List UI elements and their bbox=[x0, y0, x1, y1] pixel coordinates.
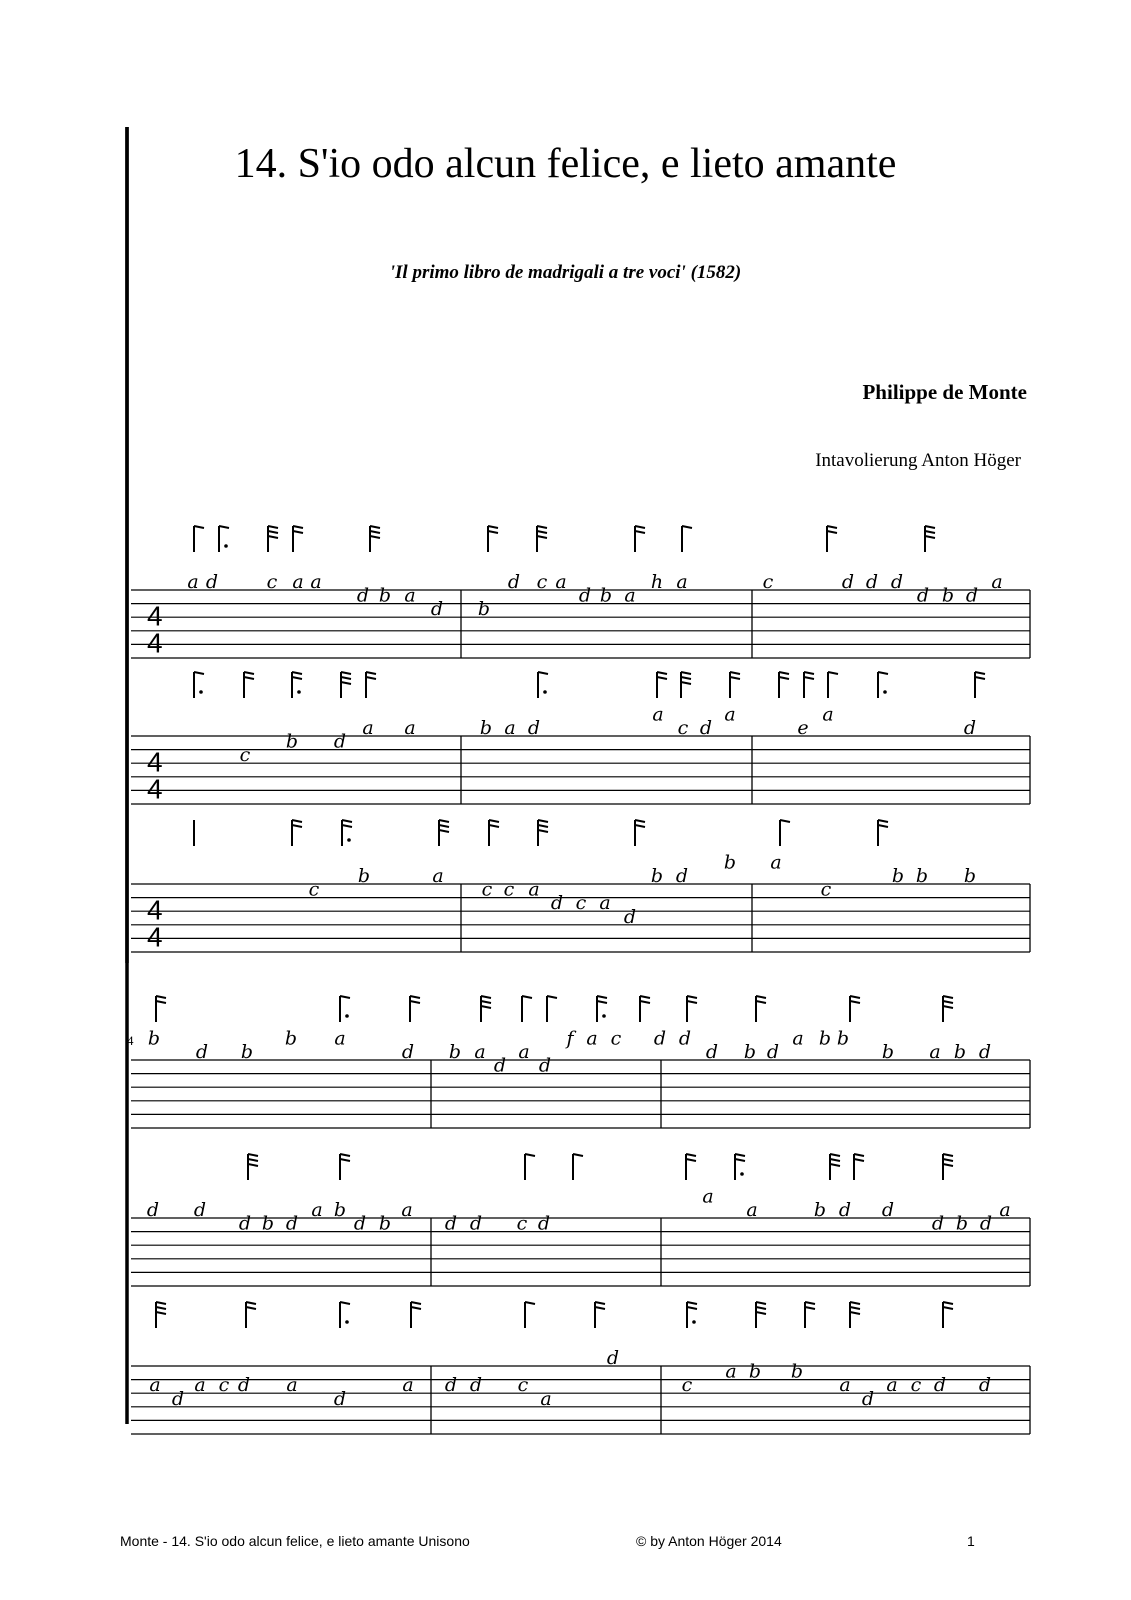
rhythm-flag bbox=[293, 526, 303, 552]
tab-letter: d bbox=[537, 1212, 551, 1235]
tab-letter: d bbox=[550, 892, 564, 915]
rhythm-row bbox=[156, 1302, 953, 1328]
tab-letter: a bbox=[599, 892, 611, 915]
tab-letter: a bbox=[929, 1041, 941, 1063]
tab-letter: a bbox=[404, 717, 416, 739]
tab-letter: b bbox=[477, 598, 491, 621]
tab-letter: b bbox=[285, 730, 299, 753]
tab-letter: a bbox=[555, 571, 567, 593]
time-signature-lower: 4 bbox=[147, 921, 163, 953]
tab-letter: d bbox=[444, 1212, 458, 1235]
tab-letter: a bbox=[311, 1199, 323, 1221]
tab-letter: c bbox=[681, 1374, 693, 1397]
tab-letter: b bbox=[813, 1199, 827, 1221]
tab-letter: a bbox=[999, 1199, 1011, 1221]
tab-letter: a bbox=[991, 571, 1003, 593]
rhythm-flag bbox=[525, 1154, 535, 1180]
tab-letter: c bbox=[677, 717, 689, 739]
rhythm-flag bbox=[595, 1302, 605, 1328]
tab-letter: d bbox=[353, 1212, 367, 1235]
rhythm-flag bbox=[244, 672, 254, 698]
tab-letter: d bbox=[444, 1374, 458, 1397]
rhythm-flag bbox=[943, 996, 953, 1022]
tab-letter: b bbox=[723, 851, 737, 874]
measure-number: 4 bbox=[127, 1033, 134, 1048]
tab-letter: d bbox=[678, 1027, 692, 1050]
rhythm-flag bbox=[779, 672, 789, 698]
tab-letter: c bbox=[218, 1374, 230, 1397]
system-2 bbox=[127, 127, 1030, 1434]
rhythm-flag bbox=[268, 526, 278, 552]
rhythm-row bbox=[194, 672, 985, 698]
tab-letter: a bbox=[528, 878, 540, 901]
tab-letter: d bbox=[238, 1212, 252, 1235]
tab-letter: a bbox=[187, 571, 199, 593]
tab-letter: d bbox=[653, 1027, 667, 1050]
tab-letter: b bbox=[261, 1212, 275, 1235]
tab-letter: c bbox=[503, 878, 515, 901]
composer-name: Philippe de Monte bbox=[862, 380, 1027, 404]
rhythm-flag bbox=[341, 672, 351, 698]
tab-letter: b bbox=[650, 865, 664, 887]
rhythm-flag bbox=[756, 1302, 766, 1328]
tab-letter: d bbox=[285, 1212, 299, 1235]
rhythm-flag bbox=[925, 526, 935, 552]
footer-page-number: 1 bbox=[967, 1533, 975, 1549]
rhythm-flag bbox=[878, 820, 888, 846]
tab-letter: c bbox=[517, 1374, 529, 1397]
tab-letter: a bbox=[540, 1387, 552, 1410]
tab-letter: d bbox=[705, 1041, 719, 1063]
tab-letter: d bbox=[933, 1374, 947, 1397]
tab-letter: b bbox=[963, 865, 977, 887]
tab-letter: d bbox=[507, 571, 521, 593]
rhythm-row bbox=[156, 996, 953, 1022]
tab-letter: b bbox=[479, 717, 493, 739]
tab-letter: d bbox=[356, 584, 370, 607]
tab-letter: d bbox=[963, 717, 977, 739]
tab-letter: a bbox=[839, 1374, 851, 1397]
tab-letter: a bbox=[292, 571, 304, 593]
tab-staff bbox=[131, 526, 1030, 659]
tab-letter: d bbox=[193, 1199, 207, 1221]
rhythm-flag bbox=[681, 672, 691, 698]
rhythm-flag bbox=[682, 526, 692, 552]
tab-letter: a bbox=[792, 1027, 804, 1050]
collection-subtitle: 'Il primo libro de madrigali a tre voci' (1582) bbox=[389, 262, 742, 283]
tab-letter: b bbox=[743, 1041, 757, 1063]
tab-letter: a bbox=[149, 1374, 161, 1397]
rhythm-flag bbox=[481, 996, 491, 1022]
tab-letter: d bbox=[493, 1054, 507, 1077]
tab-letter: d bbox=[766, 1041, 780, 1063]
tab-letter: c bbox=[266, 571, 278, 593]
tab-letter: a bbox=[770, 851, 782, 874]
rhythm-flag bbox=[730, 672, 740, 698]
rhythm-flag bbox=[489, 820, 499, 846]
tab-letter: a bbox=[624, 584, 636, 607]
rhythm-flag bbox=[687, 1302, 697, 1328]
tab-letter: a bbox=[746, 1199, 758, 1221]
tab-letter: b bbox=[284, 1027, 298, 1050]
rhythm-flag bbox=[156, 1302, 166, 1328]
rhythm-flag bbox=[850, 996, 860, 1022]
tab-letter: b bbox=[147, 1027, 161, 1050]
rhythm-flag bbox=[804, 672, 814, 698]
rhythm-flag bbox=[635, 526, 645, 552]
rhythm-flag bbox=[850, 1302, 860, 1328]
tab-letter: a bbox=[362, 717, 374, 739]
tab-letter: b bbox=[748, 1360, 762, 1383]
tab-letter: d bbox=[195, 1041, 209, 1063]
tab-letter: d bbox=[861, 1387, 875, 1410]
rhythm-flag bbox=[340, 1154, 350, 1180]
tab-letter: a bbox=[194, 1374, 206, 1397]
tab-letter: b bbox=[836, 1027, 850, 1050]
tab-letter: d bbox=[978, 1041, 992, 1063]
tab-letter: c bbox=[820, 878, 832, 901]
tab-letter: a bbox=[518, 1041, 530, 1063]
tab-staff bbox=[131, 1154, 1030, 1286]
tab-letter: d bbox=[699, 717, 713, 739]
rhythm-flag bbox=[828, 672, 838, 698]
tab-letter: d bbox=[916, 584, 930, 607]
tab-letter: a bbox=[334, 1027, 346, 1050]
rhythm-flag bbox=[830, 1154, 840, 1180]
rhythm-flag bbox=[439, 820, 449, 846]
tab-letter: c bbox=[516, 1212, 528, 1235]
tab-letter: d bbox=[841, 571, 855, 593]
tab-letter: d bbox=[538, 1054, 552, 1077]
tab-letter: d bbox=[881, 1199, 895, 1221]
tab-letter: b bbox=[953, 1041, 967, 1063]
tab-letter: d bbox=[931, 1212, 945, 1235]
tab-letter: c bbox=[762, 571, 774, 593]
tab-letter: c bbox=[536, 571, 548, 593]
tab-letter: b bbox=[378, 1212, 392, 1235]
tab-letter: a bbox=[310, 571, 322, 593]
time-signature-lower: 4 bbox=[147, 773, 163, 805]
rhythm-flag bbox=[657, 672, 667, 698]
tab-letter: b bbox=[448, 1041, 462, 1063]
tab-letter: d bbox=[978, 1374, 992, 1397]
arranger-credit: Intavolierung Anton Höger bbox=[815, 450, 1021, 471]
tab-letter: a bbox=[401, 1199, 413, 1221]
tab-letter: b bbox=[378, 584, 392, 607]
tab-letter: c bbox=[610, 1027, 622, 1050]
footer-copyright: © by Anton Höger 2014 bbox=[636, 1533, 782, 1549]
tab-letter: a bbox=[432, 865, 444, 887]
rhythm-flag bbox=[411, 1302, 421, 1328]
rhythm-flag bbox=[522, 996, 532, 1022]
time-signature-lower: 4 bbox=[147, 627, 163, 659]
rhythm-row bbox=[194, 526, 935, 552]
tab-letter: d bbox=[430, 598, 444, 621]
rhythm-flag bbox=[640, 996, 650, 1022]
rhythm-flag bbox=[538, 672, 548, 698]
rhythm-flag bbox=[686, 1154, 696, 1180]
tab-letter: b bbox=[357, 865, 371, 887]
rhythm-flag bbox=[342, 820, 352, 846]
rhythm-flag bbox=[573, 1154, 583, 1180]
tab-letter: a bbox=[702, 1185, 714, 1208]
tab-letter: c bbox=[239, 744, 251, 767]
rhythm-flag bbox=[340, 996, 350, 1022]
rhythm-flag bbox=[854, 1154, 864, 1180]
tab-staff bbox=[131, 1302, 1030, 1434]
tab-letter: a bbox=[474, 1041, 486, 1063]
tab-letter: d bbox=[171, 1387, 185, 1410]
rhythm-flag bbox=[488, 526, 498, 552]
piece-title: 14. S'io odo alcun felice, e lieto amante bbox=[234, 141, 897, 187]
tab-letter: c bbox=[910, 1374, 922, 1397]
time-signature-upper: 4 bbox=[147, 600, 163, 632]
tab-letter: a bbox=[822, 703, 834, 726]
tab-letter: d bbox=[205, 571, 219, 593]
rhythm-flag bbox=[525, 1302, 535, 1328]
tab-letter: a bbox=[724, 703, 736, 726]
tab-letter: d bbox=[675, 865, 689, 887]
tab-letter: b bbox=[941, 584, 955, 607]
tab-letter: d bbox=[865, 571, 879, 593]
rhythm-flag bbox=[292, 820, 302, 846]
rhythm-flag bbox=[194, 672, 204, 698]
rhythm-flag bbox=[547, 996, 557, 1022]
rhythm-flag bbox=[194, 526, 204, 552]
rhythm-flag bbox=[805, 1302, 815, 1328]
rhythm-flag bbox=[538, 820, 548, 846]
rhythm-flag bbox=[687, 996, 697, 1022]
tab-letter: b bbox=[333, 1199, 347, 1221]
rhythm-flag bbox=[537, 526, 547, 552]
tab-letter: d bbox=[146, 1199, 160, 1221]
rhythm-flag bbox=[827, 526, 837, 552]
tab-letter: b bbox=[915, 865, 929, 887]
time-signature-upper: 4 bbox=[147, 894, 163, 926]
tab-letter: a bbox=[404, 584, 416, 607]
rhythm-flag bbox=[780, 820, 790, 846]
time-signature-upper: 4 bbox=[147, 746, 163, 778]
tab-letter: d bbox=[578, 584, 592, 607]
tab-letter: a bbox=[286, 1374, 298, 1397]
rhythm-flag bbox=[156, 996, 166, 1022]
rhythm-flag bbox=[370, 526, 380, 552]
tab-letter: d bbox=[890, 571, 904, 593]
tab-letter: b bbox=[599, 584, 613, 607]
rhythm-flag bbox=[597, 996, 607, 1022]
rhythm-flag bbox=[219, 526, 229, 552]
rhythm-flag bbox=[340, 1302, 350, 1328]
tab-letter: d bbox=[838, 1199, 852, 1221]
tab-letter: d bbox=[979, 1212, 993, 1235]
tab-letter: d bbox=[965, 584, 979, 607]
tab-letter: d bbox=[527, 717, 541, 739]
rhythm-flag bbox=[975, 672, 985, 698]
tab-staff bbox=[131, 996, 1030, 1128]
tab-letter: b bbox=[790, 1360, 804, 1383]
rhythm-row bbox=[194, 820, 888, 846]
rhythm-flag bbox=[366, 672, 376, 698]
tab-letter: a bbox=[402, 1374, 414, 1397]
tab-staff bbox=[131, 672, 1030, 805]
tab-letter: b bbox=[818, 1027, 832, 1050]
tab-letter: b bbox=[881, 1041, 895, 1063]
tab-letter: c bbox=[575, 892, 587, 915]
rhythm-flag bbox=[246, 1302, 256, 1328]
tab-letter: a bbox=[676, 571, 688, 593]
rhythm-row bbox=[248, 1154, 953, 1180]
tab-staff bbox=[131, 820, 1030, 953]
tab-letter: a bbox=[652, 703, 664, 726]
rhythm-flag bbox=[943, 1302, 953, 1328]
tab-letter: d bbox=[606, 1347, 620, 1369]
tab-letter: b bbox=[955, 1212, 969, 1235]
tab-letter: d bbox=[469, 1212, 483, 1235]
system-1 bbox=[127, 127, 1030, 963]
tab-letter: d bbox=[237, 1374, 251, 1397]
tab-letter: d bbox=[469, 1374, 483, 1397]
rhythm-flag bbox=[756, 996, 766, 1022]
tab-letter: b bbox=[240, 1041, 254, 1063]
tab-letter: h bbox=[650, 571, 664, 593]
tab-letter: a bbox=[886, 1374, 898, 1397]
tab-letter: b bbox=[891, 865, 905, 887]
footer-piece-info: Monte - 14. S'io odo alcun felice, e lieto amante Unisono bbox=[120, 1533, 470, 1549]
tab-letter: f bbox=[566, 1027, 574, 1050]
tab-letter: a bbox=[504, 717, 516, 739]
rhythm-flag bbox=[878, 672, 888, 698]
rhythm-flag bbox=[248, 1154, 258, 1180]
rhythm-flag bbox=[292, 672, 302, 698]
tab-letter: d bbox=[333, 1387, 347, 1410]
tab-letter: d bbox=[401, 1041, 415, 1063]
rhythm-flag bbox=[635, 820, 645, 846]
rhythm-flag bbox=[943, 1154, 953, 1180]
tab-letter: d bbox=[623, 905, 637, 928]
tab-letter: c bbox=[308, 878, 320, 901]
rhythm-flag bbox=[410, 996, 420, 1022]
rhythm-flag bbox=[735, 1154, 745, 1180]
tab-letter: e bbox=[797, 717, 809, 739]
tab-letter: a bbox=[586, 1027, 598, 1050]
tab-letter: a bbox=[725, 1360, 737, 1383]
tab-letter: d bbox=[333, 730, 347, 753]
tab-letter: c bbox=[481, 878, 493, 901]
